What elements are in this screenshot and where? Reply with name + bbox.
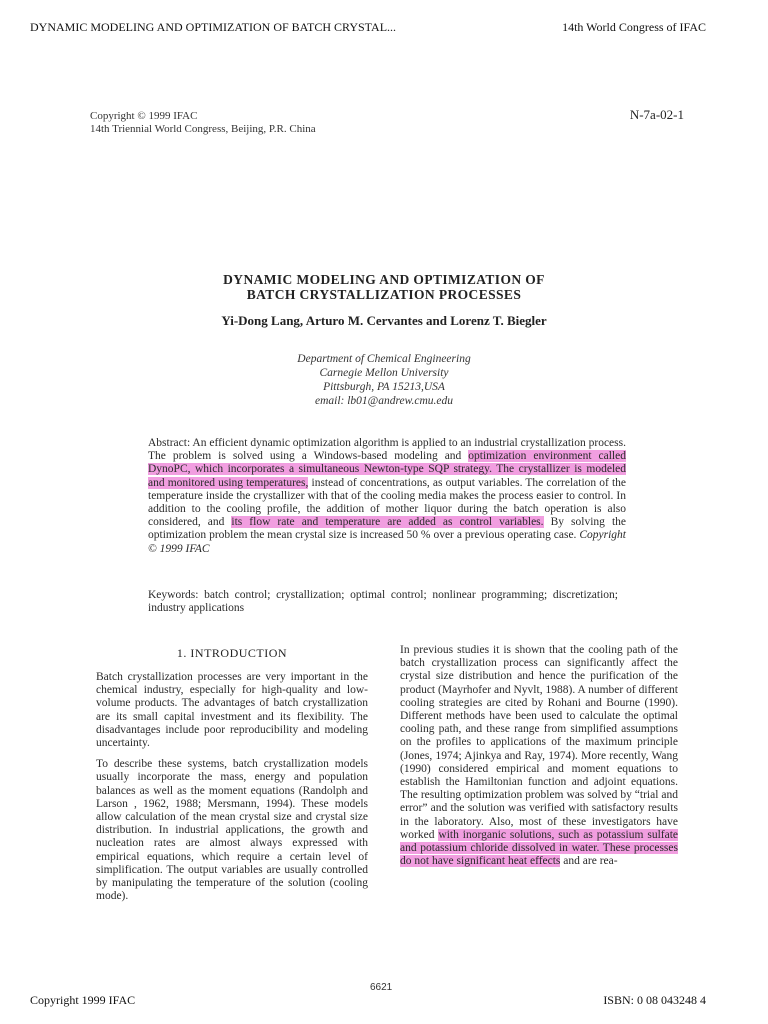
affiliation [284,352,484,408]
running-header: DYNAMIC MODELING AND OPTIMIZATION OF BATCH CRYSTAL... [30,20,397,34]
footer-copyright: Copyright 1999 IFAC [30,993,136,1007]
footer-isbn: ISBN: 0 08 043248 4 [603,993,706,1007]
affiliation-dept: Department of Chemical Engineering [297,353,471,365]
right-column-text-2: and are rea- [560,855,618,868]
right-column-highlight: with inorganic solutions, such as potassium sulfate and potassium chloride dissolved in water. These processes do not have significant heat effects [400,828,678,868]
running-header-right: 14th World Congress of IFAC [562,20,706,34]
abstract-text-3: By solving the optimization problem the mean crystal size is increased 50 % over a previous operating case. [148,516,627,542]
authors: Yi-Dong Lang, Arturo M. Cervantes and Lorenz T. Biegler [221,313,547,328]
paper-title-line-1: DYNAMIC MODELING AND OPTIMIZATION OF [223,272,545,287]
congress-line: 14th Triennial World Congress, Beijing, P.R. China [90,123,316,135]
left-column [96,671,368,903]
paper-title-line-2: BATCH CRYSTALLIZATION PROCESSES [246,287,522,302]
affiliation-univ: Carnegie Mellon University [319,367,449,379]
abstract-copyright: Copyright © 1999 IFAC [148,529,626,555]
intro-paragraph-2: To describe these systems, batch crystallization models usually incorporate the mass, energy and population balances as well as the moment equations (Randolph and Larson , 1962, 1988; Mersmann, 1994). These models allow calculation of the mean crystal size and crystal size distribution. In industrial applications, the growth and nucleation rates are almost always expressed with empirical equations, which require a certain level of simplification. The output variables are usually controlled by manipulating the temperature of the solution (cooling mode). [96,758,368,903]
copyright-block [90,110,410,136]
abstract-text-1: Abstract: An efficient dynamic optimization algorithm is applied to an industrial crystallization process. The problem is solved using a Windows-based modeling and [148,437,626,463]
abstract-highlight-1: optimization environment called DynoPC, which incorporates a simultaneous Newton-type SQP strategy. The crystallizer is modeled and monitored using temperatures, [148,450,626,489]
section-heading-introduction: 1. INTRODUCTION [176,646,288,660]
affiliation-email: email: lb01@andrew.cmu.edu [314,395,453,407]
abstract-text-2: instead of concentrations, as output variables. The correlation of the temperature inside the crystallizer with that of the cooling media makes the process easier to control. In addition to the cooling profile, the addition of mother liquor during the batch operation is also considered, and [148,476,627,529]
keywords: Keywords: batch control; crystallization; optimal control; nonlinear programming; discretization; industry applications [148,589,618,615]
page-number: 6621 [370,982,393,993]
intro-paragraph-1: Batch crystallization processes are very important in the chemical industry, especially for high-quality and low-volume products. The advantages of batch crystallization are its small capital investment and its flexibility. The disadvantages include poor reproducibility and modeling uncertainty. [96,671,368,750]
right-column-text-1: In previous studies it is shown that the cooling path of the batch crystallization process can significantly affect the crystal size distribution and hence the purification of the product (Mayrhofer and Nyvlt, 1988). A number of different cooling strategies are cited by Rohani and Bourne (1990). Different methods have been used to calculate the optimal cooling path, and these range from simplified assumptions on the profiles to applications of the maximum principle (Jones, 1974; Ajinkya and Ray, 1974). More recently, Wang (1990) considered empirical and moment equations to establish the Hamiltonian function and adjoint equations. The resulting optimization problem was solved by “trial and error” and the solution was verified with satisfactory results in the laboratory. Also, most of these investigators have worked [400,644,678,841]
affiliation-city: Pittsburgh, PA 15213,USA [323,381,445,393]
abstract [148,437,626,556]
copyright-line: Copyright © 1999 IFAC [90,110,198,122]
abstract-highlight-2: its flow rate and temperature are added as control variables. [231,516,544,529]
paper-id: N-7a-02-1 [629,107,684,122]
right-column [400,644,678,868]
